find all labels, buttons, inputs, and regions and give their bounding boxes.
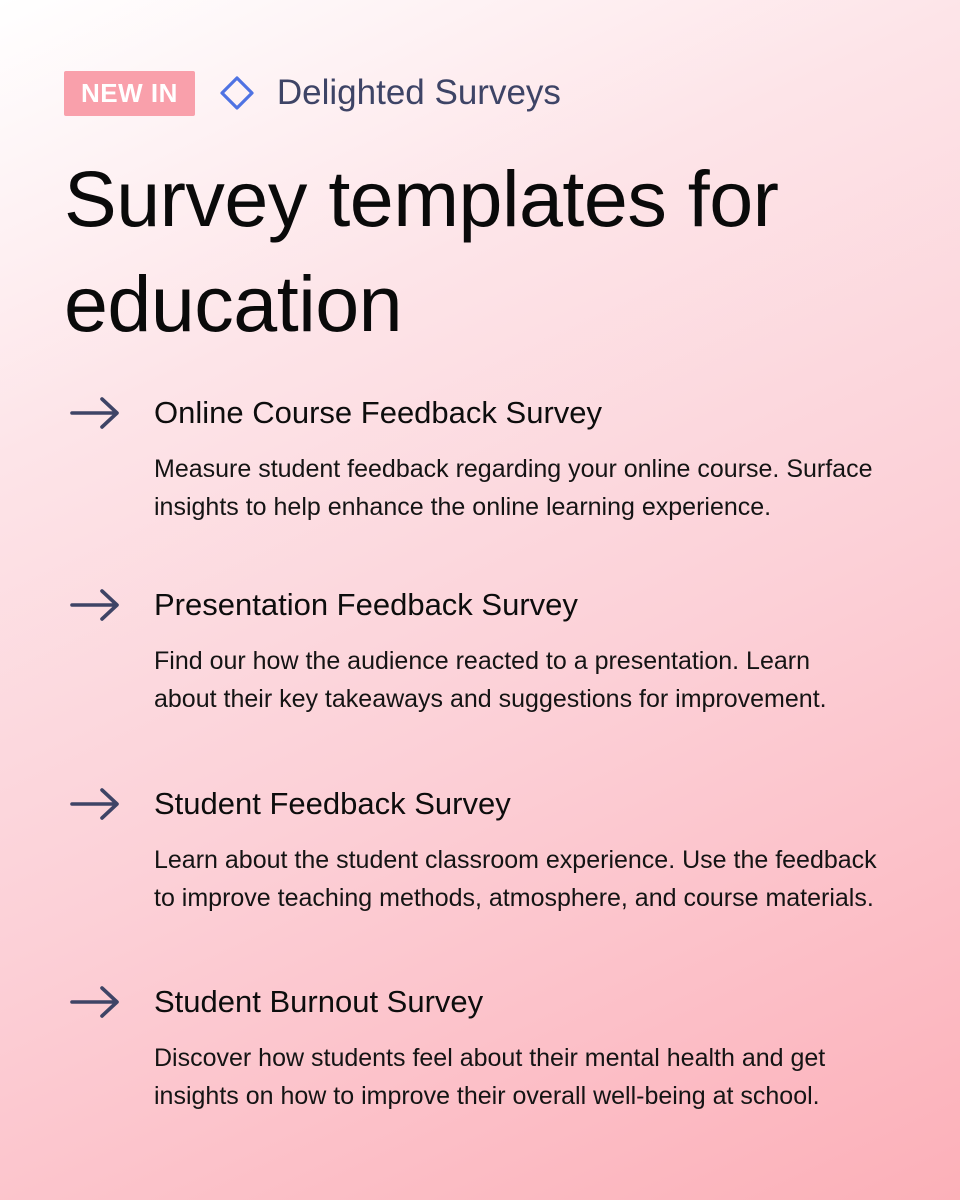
arrow-right-icon [70,588,122,622]
template-title: Presentation Feedback Survey [154,587,578,622]
template-description: Discover how students feel about their mental health and get insights on how to improve their overall well-being at school. [154,1044,826,1110]
arrow-right-icon [70,787,122,821]
template-description: Measure student feedback regarding your online course. Surface insights to help enhance the online learning experience. [154,455,873,521]
page-title: Survey templates for education [64,154,779,348]
header-row [64,70,561,116]
template-title: Online Course Feedback Survey [154,395,603,430]
brand-name: Delighted Surveys [276,73,561,112]
template-description: Find our how the audience reacted to a presentation. Learn about their key takeaways and suggestions for improvement. [154,647,827,713]
brand [217,73,561,113]
template-title: Student Feedback Survey [154,786,511,821]
arrow-right-icon [70,396,122,430]
arrow-right-icon [70,985,122,1019]
diamond-icon [217,73,257,113]
template-description: Learn about the student classroom experience. Use the feedback to improve teaching methods, atmosphere, and course materials. [154,846,877,912]
template-title: Student Burnout Survey [154,984,484,1019]
new-in-badge: NEW IN [64,71,195,116]
